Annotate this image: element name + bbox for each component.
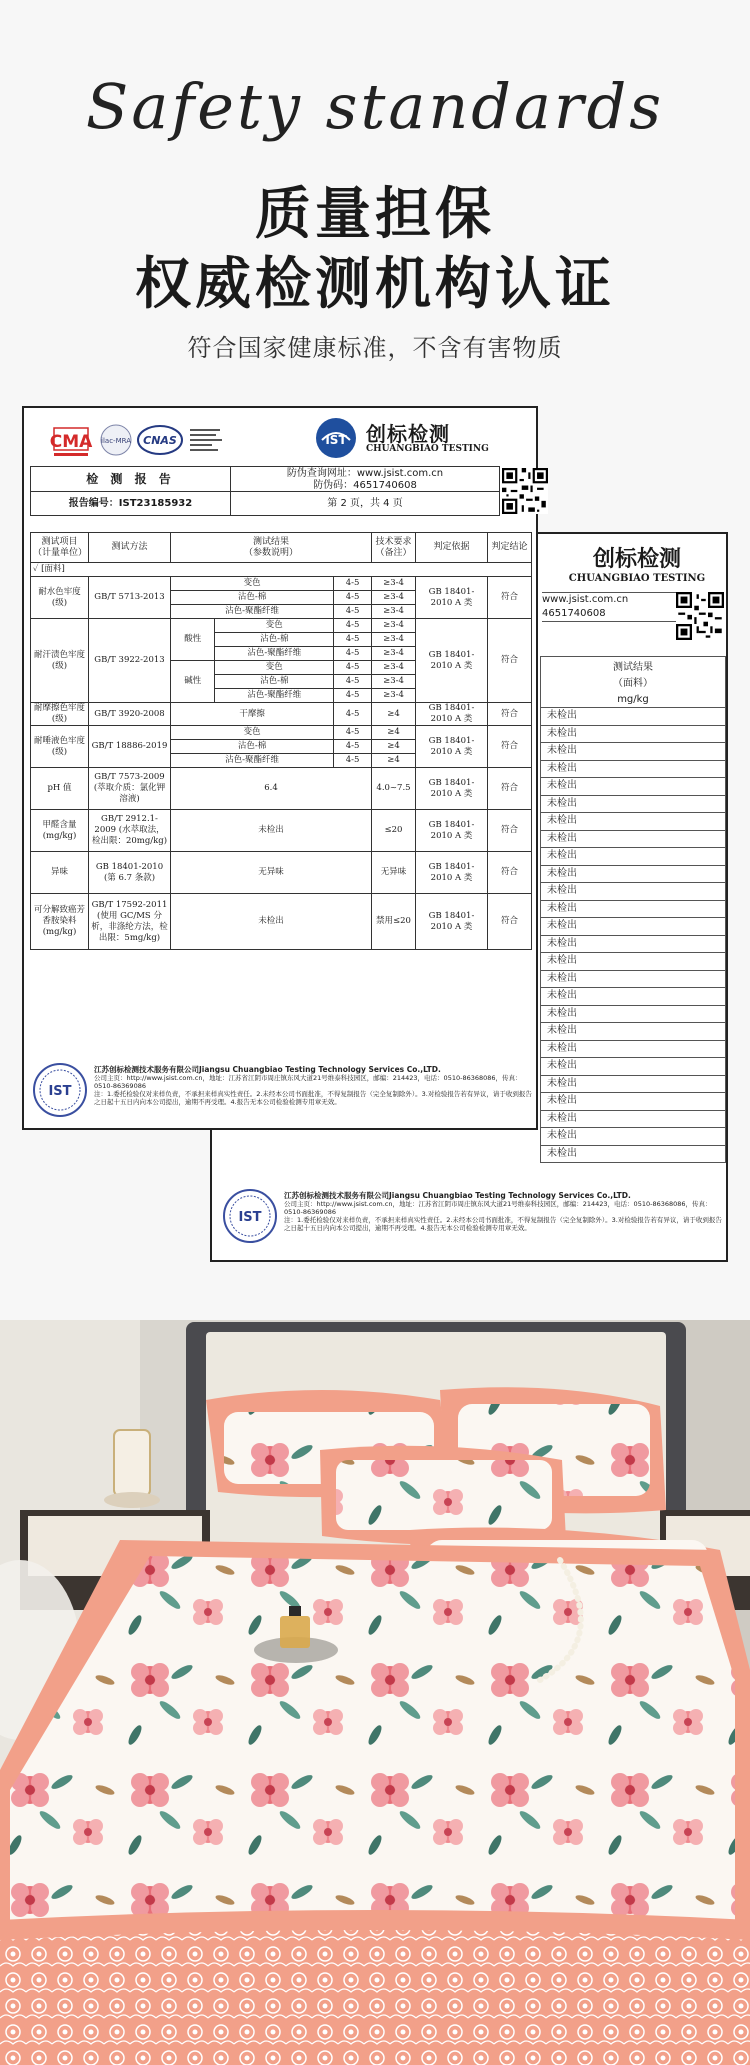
basis: GB 18401-2010 A 类 bbox=[416, 619, 488, 703]
subtitle: 符合国家健康标准，不含有害物质 bbox=[187, 334, 563, 362]
verdict: 符合 bbox=[488, 894, 532, 950]
verify-site: 防伪查询网址：www.jsist.com.cn bbox=[286, 468, 444, 479]
ilac-mra-logo-icon bbox=[101, 425, 131, 455]
front-report-page bbox=[22, 406, 538, 1130]
col-header-method: 测试方法 bbox=[89, 533, 171, 563]
requirement: ≥4 bbox=[372, 754, 416, 768]
test-item: 耐汗渍色牢度(级) bbox=[31, 619, 89, 703]
result-value: 4-5 bbox=[334, 689, 372, 703]
verdict: 符合 bbox=[488, 768, 532, 810]
requirement: 无异味 bbox=[372, 852, 416, 894]
verify-code: 防伪码：4651740608 bbox=[313, 480, 417, 491]
test-item: 耐水色牢度(级) bbox=[31, 577, 89, 619]
requirement: ≥3-4 bbox=[372, 633, 416, 647]
test-method: GB/T 3920-2008 bbox=[89, 703, 171, 726]
front-footer-notes: 注：1.委托检验仅对来样负责，不承担来样真实性责任。2.未经本公司书面批准，不得复制报告（完全复制除外）。3.对检验报告若有异议，请于收到报告之日起十五日内向本公司提出，逾期不再受理。4.报告无本公司检验检测专用章无效。 bbox=[94, 1090, 532, 1106]
front-seal-label: IST bbox=[48, 1084, 72, 1099]
basis: GB 18401-2010 A 类 bbox=[416, 726, 488, 768]
requirement: ≤20 bbox=[372, 810, 416, 852]
chinese-title-line-2: 权威检测机构认证 bbox=[135, 252, 615, 317]
col-header-item: 测试项目 （计量单位） bbox=[31, 533, 89, 563]
report-number: 报告编号：IST23185932 bbox=[31, 492, 231, 516]
test-item: 耐唾液色牢度(级) bbox=[31, 726, 89, 768]
requirement: ≥3-4 bbox=[372, 661, 416, 675]
requirement: ≥4 bbox=[372, 740, 416, 754]
back-result-cell: 未检出 bbox=[540, 866, 726, 884]
result-value: 4-5 bbox=[334, 703, 372, 726]
table-row bbox=[31, 619, 532, 633]
front-footer-company: 江苏创标检测技术服务有限公司Jiangsu Chuangbiao Testing Technology Services Co.,LTD. bbox=[94, 1065, 441, 1074]
test-item: pH 值 bbox=[31, 768, 89, 810]
sub-item: 沾色-棉 bbox=[171, 740, 334, 754]
back-brand-cn: 创标检测 bbox=[592, 547, 681, 572]
chinese-title-line-1: 质量担保 bbox=[255, 182, 495, 247]
test-method: GB/T 3922-2013 bbox=[89, 619, 171, 703]
back-brand-en: CHUANGBIAO TESTING bbox=[568, 573, 706, 584]
requirement: 禁用≤20 bbox=[372, 894, 416, 950]
cnas-logo-text: CNAS bbox=[143, 434, 177, 447]
back-result-cell: 未检出 bbox=[540, 796, 726, 814]
sub-item: 沾色-聚酯纤维 bbox=[215, 689, 334, 703]
sub-item: 沾色-棉 bbox=[215, 675, 334, 689]
verify-info bbox=[231, 467, 499, 492]
table-section-row bbox=[31, 563, 532, 577]
requirement: ≥3-4 bbox=[372, 647, 416, 661]
sub-item: 变色 bbox=[215, 661, 334, 675]
back-result-cell: 未检出 bbox=[540, 726, 726, 744]
requirement: 4.0~7.5 bbox=[372, 768, 416, 810]
basis: GB 18401-2010 A 类 bbox=[416, 703, 488, 726]
back-footer bbox=[218, 1186, 724, 1256]
test-method: GB/T 5713-2013 bbox=[89, 577, 171, 619]
verdict: 符合 bbox=[488, 852, 532, 894]
test-item: 甲醛含量 (mg/kg) bbox=[31, 810, 89, 852]
basis: GB 18401-2010 A 类 bbox=[416, 577, 488, 619]
sub-item: 变色 bbox=[171, 726, 334, 740]
table-row bbox=[31, 768, 532, 810]
basis: GB 18401-2010 A 类 bbox=[416, 810, 488, 852]
sub-item: 沾色-聚酯纤维 bbox=[171, 754, 334, 768]
back-footer-company: 江苏创标检测技术服务有限公司Jiangsu Chuangbiao Testing Technology Services Co.,LTD. bbox=[284, 1191, 631, 1200]
back-result-cell: 未检出 bbox=[540, 848, 726, 866]
ilac-logo-text: ilac-MRA bbox=[101, 437, 131, 445]
back-footer-address: 公司主页：http://www.jsist.com.cn，地址：江苏省江阴市周庄镇东风大道21号维泰科技园区，邮编：214423，电话：0510-86368086，传真：0510-86369086 bbox=[284, 1200, 712, 1216]
back-result-cell: 未检出 bbox=[540, 761, 726, 779]
result-value: 4-5 bbox=[334, 726, 372, 740]
col-header-basis: 判定依据 bbox=[416, 533, 488, 563]
back-result-cell: 未检出 bbox=[540, 901, 726, 919]
sub-item: 变色 bbox=[215, 619, 334, 633]
requirement: ≥3-4 bbox=[372, 689, 416, 703]
front-brand bbox=[296, 414, 526, 462]
sub-item: 沾色-棉 bbox=[215, 633, 334, 647]
back-verify-code: 4651740608 bbox=[542, 608, 606, 619]
verdict: 符合 bbox=[488, 810, 532, 852]
requirement: ≥4 bbox=[372, 703, 416, 726]
result-value: 未检出 bbox=[171, 894, 372, 950]
test-method: GB/T 17592-2011 (使用 GC/MS 分析，非涤纶方法，检出限：5mg/kg) bbox=[89, 894, 171, 950]
requirement: ≥4 bbox=[372, 726, 416, 740]
back-seal-label: IST bbox=[238, 1210, 262, 1225]
report-header-box bbox=[30, 466, 500, 516]
section-label: ✓ [面料] bbox=[31, 563, 532, 577]
back-result-column bbox=[540, 708, 726, 1163]
qr-code-icon bbox=[676, 592, 724, 640]
result-value: 4-5 bbox=[334, 591, 372, 605]
requirement: ≥3-4 bbox=[372, 619, 416, 633]
back-result-cell: 未检出 bbox=[540, 883, 726, 901]
back-result-cell: 未检出 bbox=[540, 1128, 726, 1146]
back-result-cell: 未检出 bbox=[540, 1058, 726, 1076]
table-row bbox=[31, 894, 532, 950]
sweat-type-acid: 酸性 bbox=[171, 619, 215, 661]
result-value: 4-5 bbox=[334, 605, 372, 619]
result-value: 4-5 bbox=[334, 754, 372, 768]
result-value: 4-5 bbox=[334, 619, 372, 633]
test-item: 可分解致癌芳香胺染料(mg/kg) bbox=[31, 894, 89, 950]
requirement: ≥3-4 bbox=[372, 675, 416, 689]
table-row bbox=[31, 703, 532, 726]
back-footer-notes: 注：1.委托检验仅对来样负责，不承担来样真实性责任。2.未经本公司书面批准，不得复制报告（完全复制除外）。3.对检验报告若有异议，请于收到报告之日起十五日内向本公司提出，逾期不再受理。4.报告无本公司检验检测专用章无效。 bbox=[284, 1216, 722, 1232]
qr-code-icon bbox=[502, 468, 548, 514]
svg-text:IST: IST bbox=[325, 433, 347, 447]
result-value: 4-5 bbox=[334, 661, 372, 675]
back-result-cell: 未检出 bbox=[540, 936, 726, 954]
table-row bbox=[31, 726, 532, 740]
back-result-cell: 未检出 bbox=[540, 971, 726, 989]
back-verify-site: www.jsist.com.cn bbox=[542, 594, 629, 605]
result-value: 4-5 bbox=[334, 633, 372, 647]
report-title: 检 测 报 告 bbox=[31, 467, 231, 492]
back-result-cell: 未检出 bbox=[540, 918, 726, 936]
back-result-cell: 未检出 bbox=[540, 1076, 726, 1094]
requirement: ≥3-4 bbox=[372, 591, 416, 605]
result-value: 4-5 bbox=[334, 647, 372, 661]
bedding-product-photo bbox=[0, 1320, 750, 2065]
back-result-cell: 未检出 bbox=[540, 831, 726, 849]
back-result-cell: 未检出 bbox=[540, 1093, 726, 1111]
verdict: 符合 bbox=[488, 726, 532, 768]
result-value: 4-5 bbox=[334, 675, 372, 689]
back-result-cell: 未检出 bbox=[540, 778, 726, 796]
verdict: 符合 bbox=[488, 703, 532, 726]
front-footer bbox=[28, 1060, 536, 1128]
back-brand bbox=[552, 542, 722, 584]
sub-item: 沾色-棉 bbox=[171, 591, 334, 605]
cma-logo-text: CMA bbox=[50, 432, 93, 452]
sub-item: 干摩擦 bbox=[171, 703, 334, 726]
requirement: ≥3-4 bbox=[372, 605, 416, 619]
test-item: 耐摩擦色牢度(级) bbox=[31, 703, 89, 726]
sub-item: 沾色-聚酯纤维 bbox=[215, 647, 334, 661]
english-title: Safety standards bbox=[85, 70, 665, 143]
back-result-cell: 未检出 bbox=[540, 1006, 726, 1024]
certification-logos bbox=[50, 420, 280, 460]
table-row bbox=[31, 810, 532, 852]
ist-seal-icon bbox=[32, 1062, 88, 1118]
cnas-logo-icon bbox=[138, 426, 182, 454]
basis: GB 18401-2010 A 类 bbox=[416, 768, 488, 810]
result-value: 4-5 bbox=[334, 577, 372, 591]
back-result-cell: 未检出 bbox=[540, 953, 726, 971]
basis: GB 18401-2010 A 类 bbox=[416, 894, 488, 950]
test-method: GB/T 7573-2009 (萃取介质：氯化钾溶液) bbox=[89, 768, 171, 810]
ist-seal-icon bbox=[222, 1188, 278, 1244]
page-info: 第 2 页，共 4 页 bbox=[327, 498, 403, 509]
sub-item: 变色 bbox=[171, 577, 334, 591]
back-result-cell: 未检出 bbox=[540, 1041, 726, 1059]
cma-logo-icon bbox=[50, 428, 93, 456]
sub-item: 沾色-聚酯纤维 bbox=[171, 605, 334, 619]
back-result-cell: 未检出 bbox=[540, 813, 726, 831]
back-result-cell: 未检出 bbox=[540, 1023, 726, 1041]
back-verify-info bbox=[542, 592, 682, 622]
col-header-requirement: 技术要求 （备注） bbox=[372, 533, 416, 563]
test-method: GB/T 18886-2019 bbox=[89, 726, 171, 768]
back-result-cell: 未检出 bbox=[540, 988, 726, 1006]
front-brand-cn: 创标检测 bbox=[366, 422, 450, 446]
verdict: 符合 bbox=[488, 577, 532, 619]
front-brand-en: CHUANGBIAO TESTING bbox=[366, 444, 489, 454]
back-result-cell: 未检出 bbox=[540, 1146, 726, 1164]
basis: GB 18401-2010 A 类 bbox=[416, 852, 488, 894]
result-value: 6.4 bbox=[171, 768, 372, 810]
test-item: 异味 bbox=[31, 852, 89, 894]
table-row bbox=[31, 852, 532, 894]
col-header-result: 测试结果 （参数说明） bbox=[171, 533, 372, 563]
back-result-cell: 未检出 bbox=[540, 743, 726, 761]
test-method: GB/T 2912.1-2009 (水萃取法，检出限：20mg/kg) bbox=[89, 810, 171, 852]
ist-logo-icon bbox=[314, 416, 358, 460]
front-footer-address: 公司主页：http://www.jsist.com.cn，地址：江苏省江阴市周庄镇东风大道21号维泰科技园区，邮编：214423，电话：0510-86368086，传真：0510-86369086 bbox=[94, 1074, 522, 1090]
result-value: 无异味 bbox=[171, 852, 372, 894]
sweat-type-alkali: 碱性 bbox=[171, 661, 215, 703]
table-row bbox=[31, 577, 532, 591]
test-method: GB 18401-2010 (第 6.7 条款) bbox=[89, 852, 171, 894]
back-result-cell: 未检出 bbox=[540, 1111, 726, 1129]
result-value: 4-5 bbox=[334, 740, 372, 754]
result-value: 未检出 bbox=[171, 810, 372, 852]
back-result-header: 测试结果 （面料） mg/kg bbox=[540, 656, 726, 708]
back-result-cell: 未检出 bbox=[540, 708, 726, 726]
requirement: ≥3-4 bbox=[372, 577, 416, 591]
test-results-table bbox=[30, 532, 532, 950]
verdict: 符合 bbox=[488, 619, 532, 703]
col-header-verdict: 判定结论 bbox=[488, 533, 532, 563]
